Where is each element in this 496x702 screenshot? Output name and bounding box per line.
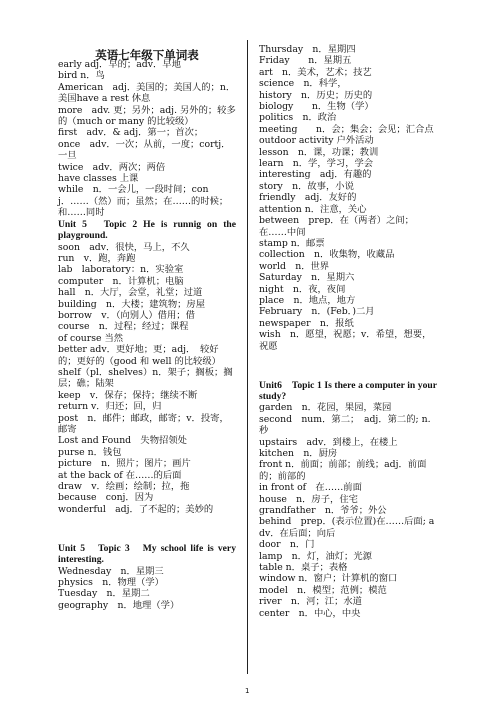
unit-heading: Unit6 Topic 1 Is there a computer in your study?: [259, 379, 437, 402]
vocab-entry: night n．夜，夜间: [259, 283, 346, 295]
vocab-entry: door n．门: [259, 539, 315, 551]
unit-heading: Unit 5 Topic 2 He is runnig on the playground.: [58, 218, 236, 242]
right-column: [259, 44, 437, 619]
vocab-entry: at the back of 在……的后面: [58, 469, 182, 481]
vocab-entry: grandfather n．爷爷；外公: [259, 505, 387, 517]
vocab-entry: early adj．早的；adv．早地: [58, 59, 181, 70]
vocab-entry: computer n．计算机；电脑: [58, 275, 184, 287]
vocab-entry: garden n．花园，果园，菜园: [259, 402, 392, 414]
vocab-entry: purse n．钱包: [58, 446, 122, 458]
vocab-entry: upstairs adv．到楼上，在楼上: [259, 436, 398, 448]
vocab-entry: Tuesday n．星期二: [58, 588, 150, 600]
vocab-entry: Thursday n．星期四: [259, 44, 356, 55]
vocab-entry: run v．跑，奔跑: [58, 252, 136, 264]
vocab-entry: return v．归还；回，归: [58, 401, 162, 413]
vocab-entry: shelf（pl．shelves）n．架子；搁板；搁层；礁；陆架: [58, 366, 233, 390]
spacer: [58, 525, 236, 534]
vocab-entry: have classes 上课: [58, 173, 139, 185]
vocab-entry: center n．中心，中央: [259, 607, 361, 619]
unit-heading: Unit 5 Topic 3 My school life is very interesting.: [58, 542, 236, 566]
vocab-entry: world n．世界: [259, 260, 330, 272]
vocab-entry: table n．桌子；表格: [259, 562, 348, 574]
vocab-entry: draw v．绘画；绘制；拉，拖: [58, 481, 190, 493]
vocab-entry: once adv．一次；从前，一度；cortj．一旦: [58, 138, 231, 162]
vocab-entry: science n．科学，: [259, 78, 347, 90]
vocab-entry: politics n．政治: [259, 112, 337, 124]
vocab-entry: wonderful adj．了不起的；美妙的: [58, 503, 214, 515]
vocab-entry: house n．房子，住宅: [259, 493, 358, 505]
spacer: [259, 361, 437, 370]
vocab-entry: in front of 在……前面: [259, 482, 362, 494]
vocab-entry: post n．邮件；邮政，邮寄；v．投寄，邮寄: [58, 412, 229, 435]
vocab-entry: geography n．地理（学）: [58, 599, 180, 611]
vocab-entry: picture n．照片；图片；画片: [58, 458, 191, 470]
vocab-entry: course n．过程；经过；课程: [58, 321, 189, 333]
vocab-entry: Saturday n．星期六: [259, 272, 355, 284]
vocab-entry: between prep．在（两者）之间；在……中间: [259, 215, 414, 238]
vocab-entry: lesson n．课，功课；教训: [259, 146, 379, 158]
vocab-entry: model n．模型；范例；模范: [259, 584, 387, 596]
vocab-entry: friendly adj．友好的: [259, 192, 357, 204]
vocab-entry: because conj．因为: [58, 492, 154, 504]
vocab-entry: Friday n．星期五: [259, 55, 352, 67]
vocab-entry: behind prep．(表示位置)在……后面; adv．在后面；向后: [259, 516, 435, 539]
vocab-entry: collection n．收集物，收藏品: [259, 249, 395, 261]
vocab-entry: bird n．鸟: [58, 70, 105, 82]
vocab-entry: history n．历史；历史的: [259, 89, 373, 101]
vocab-entry: keep v．保存；保持；继续不断: [58, 389, 198, 401]
vocab-entry: attention n．注意，关心: [259, 203, 367, 215]
vocab-entry: February n．(Feb．)二月: [259, 306, 375, 318]
page-title: 英语七年级下单词表: [95, 48, 199, 62]
vocab-entry: soon adv．很快，马上，不久: [58, 241, 190, 253]
vocab-entry: biology n．生物（学）: [259, 101, 374, 113]
vocab-entry: outdoor activity 户外活动: [259, 135, 374, 147]
vocab-entry: newspaper n．报纸: [259, 317, 354, 329]
vocab-entry: interesting adj．有趣的: [259, 169, 372, 181]
vocab-entry: American adj．美国的；美国人的；n．美国have a rest 休息: [58, 81, 236, 105]
vocab-entry: second num．第二； adj．第二的; n. 秒: [259, 413, 431, 437]
page-number: 1: [245, 687, 250, 695]
vocab-entry: while n．一会儿，一段时间；conj．……（然）而；虽然；在……的时候；和……同时: [58, 184, 229, 219]
vocab-entry: of course 当然: [58, 332, 124, 344]
vocab-entry: Wednesday n．星期三: [58, 565, 164, 577]
vocab-entry: river n．河；江；水道: [259, 596, 362, 608]
vocab-entry: place n．地点，地方: [259, 294, 356, 306]
left-column: [58, 59, 236, 611]
vocab-entry: wish n．愿望，祝愿；v．希望，想要，祝愿: [259, 329, 432, 352]
vocab-entry: front n．前面；前部；前线；adj．前面的；前部的: [259, 459, 427, 482]
vocab-entry: kitchen n．厨房: [259, 448, 338, 459]
vocab-entry: hall n．大厅，会堂，礼堂；过道: [58, 287, 203, 299]
vocab-entry: twice adv．两次；两倍: [58, 161, 166, 173]
column-divider: [247, 40, 248, 674]
vocab-entry: first adv．& adj．第一；首次；: [58, 127, 204, 139]
vocab-entry: Lost and Found 失物招领处: [58, 435, 187, 447]
vocab-entry: physics n．物理（学）: [58, 577, 164, 589]
vocab-entry: meeting n．会；集会；会见；汇合点: [259, 123, 434, 135]
vocab-entry: lab laboratory：n．实验室: [58, 264, 184, 276]
vocab-entry: borrow v．（向别人）借用；借: [58, 309, 195, 321]
vocab-entry: learn n．学，学习，学会: [259, 158, 374, 170]
vocab-entry: story n．故事，小说: [259, 180, 354, 192]
vocab-entry: better adv．更好地；更；adj． 较好的；更好的（good 和 well 的比较级）: [58, 344, 221, 367]
vocab-entry: building n．大楼；建筑物；房屋: [58, 298, 206, 310]
vocab-entry: art n．美术，艺术；技艺: [259, 66, 372, 78]
vocab-entry: more adv. 更；另外；adj. 另外的；较多的（much or many 的比较级）: [58, 104, 236, 128]
vocab-entry: lamp n．灯，油灯；光源: [259, 550, 372, 562]
vocab-entry: stamp n．邮票: [259, 237, 325, 249]
vocab-entry: window n．窗户；计算机的窗口: [259, 573, 398, 585]
